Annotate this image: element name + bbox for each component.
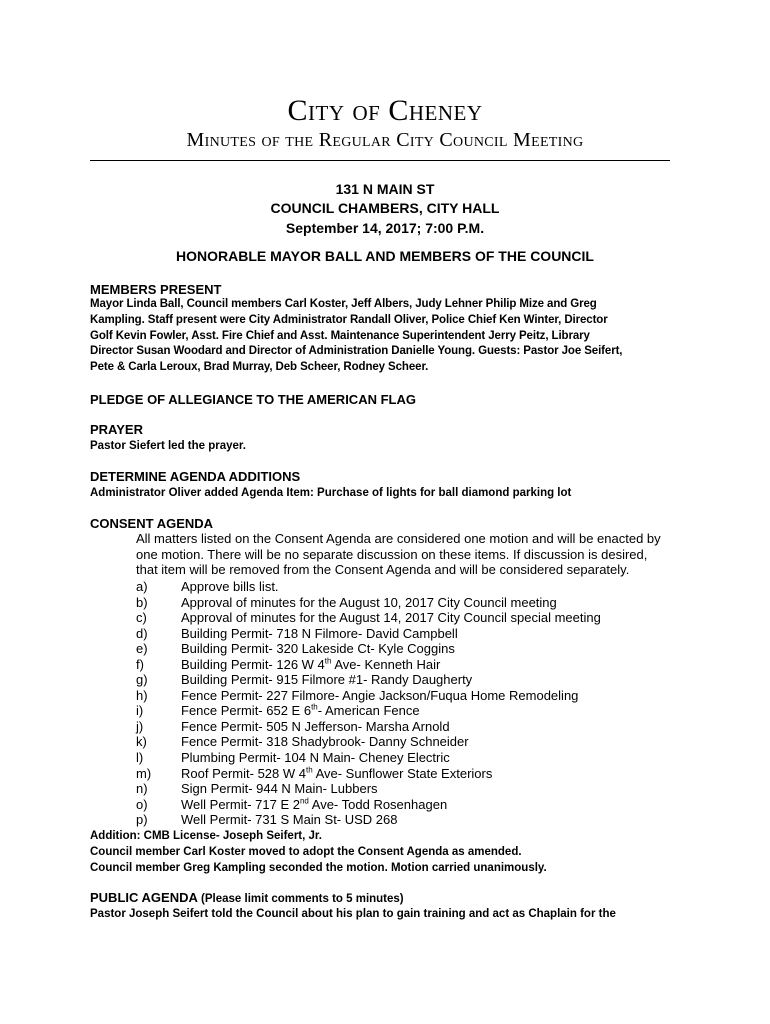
agenda-additions-heading: DETERMINE AGENDA ADDITIONS: [90, 469, 301, 484]
consent-item-letter: f): [136, 656, 144, 672]
public-text: Pastor Joseph Seifert told the Council about his plan to gain training and act as Chaplain for the: [90, 908, 616, 920]
consent-intro-line: that item will be removed from the Consent Agenda and will be considered separately.: [136, 562, 630, 578]
consent-item-letter: o): [136, 796, 148, 812]
consent-item-text: Plumbing Permit- 104 N Main- Cheney Electric: [181, 750, 450, 766]
consent-second: Council member Greg Kampling seconded the motion. Motion carried unanimously.: [90, 862, 547, 874]
consent-item-text: Well Permit- 717 E 2nd Ave- Todd Rosenhagen: [181, 796, 448, 812]
consent-intro-line: All matters listed on the Consent Agenda are considered one motion and will be enacted by: [136, 531, 661, 546]
header-divider: [90, 160, 670, 161]
consent-item-text: Building Permit- 320 Lakeside Ct- Kyle Coggins: [181, 641, 455, 657]
page-title: City of Cheney: [287, 94, 483, 127]
consent-intro: [136, 531, 676, 578]
meeting-address: 131 N MAIN ST: [335, 181, 435, 197]
consent-item: [136, 734, 676, 750]
consent-item-letter: c): [136, 610, 147, 626]
page-subtitle: Minutes of the Regular City Council Meeting: [186, 129, 584, 151]
consent-item-text: Building Permit- 915 Filmore #1- Randy Daugherty: [181, 672, 473, 688]
prayer-heading: PRAYER: [90, 422, 143, 437]
consent-item-letter: d): [136, 625, 148, 641]
consent-item-text: Roof Permit- 528 W 4th Ave- Sunflower State Exteriors: [181, 765, 493, 781]
consent-motion: Council member Carl Koster moved to adopt the Consent Agenda as amended.: [90, 846, 522, 858]
consent-item: [136, 750, 676, 766]
consent-item-text: Fence Permit- 318 Shadybrook- Danny Schneider: [181, 734, 469, 750]
consent-item: [136, 703, 676, 719]
consent-item-letter: m): [136, 765, 152, 781]
consent-item-text: Sign Permit- 944 N Main- Lubbers: [181, 781, 378, 797]
consent-item: [136, 595, 676, 611]
consent-item: [136, 797, 676, 813]
members-heading: MEMBERS PRESENT: [90, 282, 222, 297]
consent-item-text: Building Permit- 126 W 4th Ave- Kenneth Hair: [181, 656, 441, 672]
consent-item: [136, 688, 676, 704]
consent-addition: Addition: CMB License- Joseph Seifert, Jr.: [90, 830, 322, 842]
consent-item: [136, 812, 676, 828]
consent-item: [136, 579, 676, 595]
ordinal-suffix: th: [311, 703, 318, 713]
meeting-datetime: September 14, 2017; 7:00 P.M.: [285, 220, 485, 236]
consent-item-letter: b): [136, 594, 148, 610]
pledge-heading: PLEDGE OF ALLEGIANCE TO THE AMERICAN FLAG: [90, 392, 416, 407]
consent-item-letter: g): [136, 672, 148, 688]
agenda-additions-text: Administrator Oliver added Agenda Item: Purchase of lights for ball diamond parking lot: [90, 487, 572, 499]
prayer-text: Pastor Siefert led the prayer.: [90, 440, 246, 452]
consent-item-letter: k): [136, 734, 147, 750]
ordinal-suffix: th: [324, 656, 332, 666]
public-heading: [90, 890, 404, 907]
consent-item-letter: j): [136, 718, 144, 734]
consent-item: [136, 781, 676, 797]
consent-item: [136, 766, 676, 782]
consent-item-text: Approval of minutes for the August 10, 2017 City Council meeting: [181, 594, 557, 610]
consent-item-text: Approve bills list.: [181, 579, 279, 594]
members-line: Golf Kevin Fowler, Asst. Fire Chief and Asst. Maintenance Superintendent Jerry Peitz, Library: [90, 329, 590, 342]
consent-item-text: Approval of minutes for the August 14, 2017 City Council special meeting: [181, 610, 601, 626]
public-heading-note: (Please limit comments to 5 minutes): [197, 893, 404, 905]
members-line: Kampling. Staff present were City Administrator Randall Oliver, Police Chief Ken Winter, Director: [90, 313, 608, 326]
consent-item-letter: i): [136, 703, 144, 719]
meeting-location: COUNCIL CHAMBERS, CITY HALL: [270, 200, 500, 216]
consent-item-text: Fence Permit- 652 E 6th- American Fence: [181, 703, 420, 719]
consent-item: [136, 626, 676, 642]
consent-item-text: Building Permit- 718 N Filmore- David Campbell: [181, 625, 458, 641]
consent-item-letter: a): [136, 579, 148, 594]
consent-item: [136, 657, 676, 673]
consent-item-letter: p): [136, 812, 148, 828]
consent-item-letter: n): [136, 781, 148, 797]
consent-item: [136, 641, 676, 657]
consent-item-letter: e): [136, 641, 148, 657]
honorable-line: HONORABLE MAYOR BALL AND MEMBERS OF THE COUNCIL: [176, 248, 594, 264]
consent-item-letter: l): [136, 750, 144, 766]
consent-items-list: [136, 579, 676, 828]
consent-item: [136, 610, 676, 626]
consent-intro-line: one motion. There will be no separate discussion on these items. If discussion is desired,: [136, 546, 648, 562]
public-heading-title: PUBLIC AGENDA: [90, 890, 198, 905]
consent-item: [136, 672, 676, 688]
members-line: Pete & Carla Leroux, Brad Murray, Deb Scheer, Rodney Scheer.: [90, 361, 429, 374]
consent-heading: CONSENT AGENDA: [90, 516, 214, 531]
consent-item-text: Well Permit- 731 S Main St- USD 268: [181, 812, 398, 828]
members-line: Director Susan Woodard and Director of Administration Danielle Young. Guests: Pastor Joe Seifert,: [90, 345, 623, 358]
consent-item: [136, 719, 676, 735]
members-text: [90, 297, 680, 376]
consent-item-text: Fence Permit- 227 Filmore- Angie Jackson/Fuqua Home Remodeling: [181, 687, 579, 703]
members-line: Mayor Linda Ball, Council members Carl Koster, Jeff Albers, Judy Lehner Philip Mize and Greg: [90, 298, 597, 310]
ordinal-suffix: th: [306, 765, 313, 775]
consent-item-letter: h): [136, 687, 148, 703]
consent-item-text: Fence Permit- 505 N Jefferson- Marsha Arnold: [181, 718, 450, 734]
ordinal-suffix: nd: [299, 796, 309, 806]
